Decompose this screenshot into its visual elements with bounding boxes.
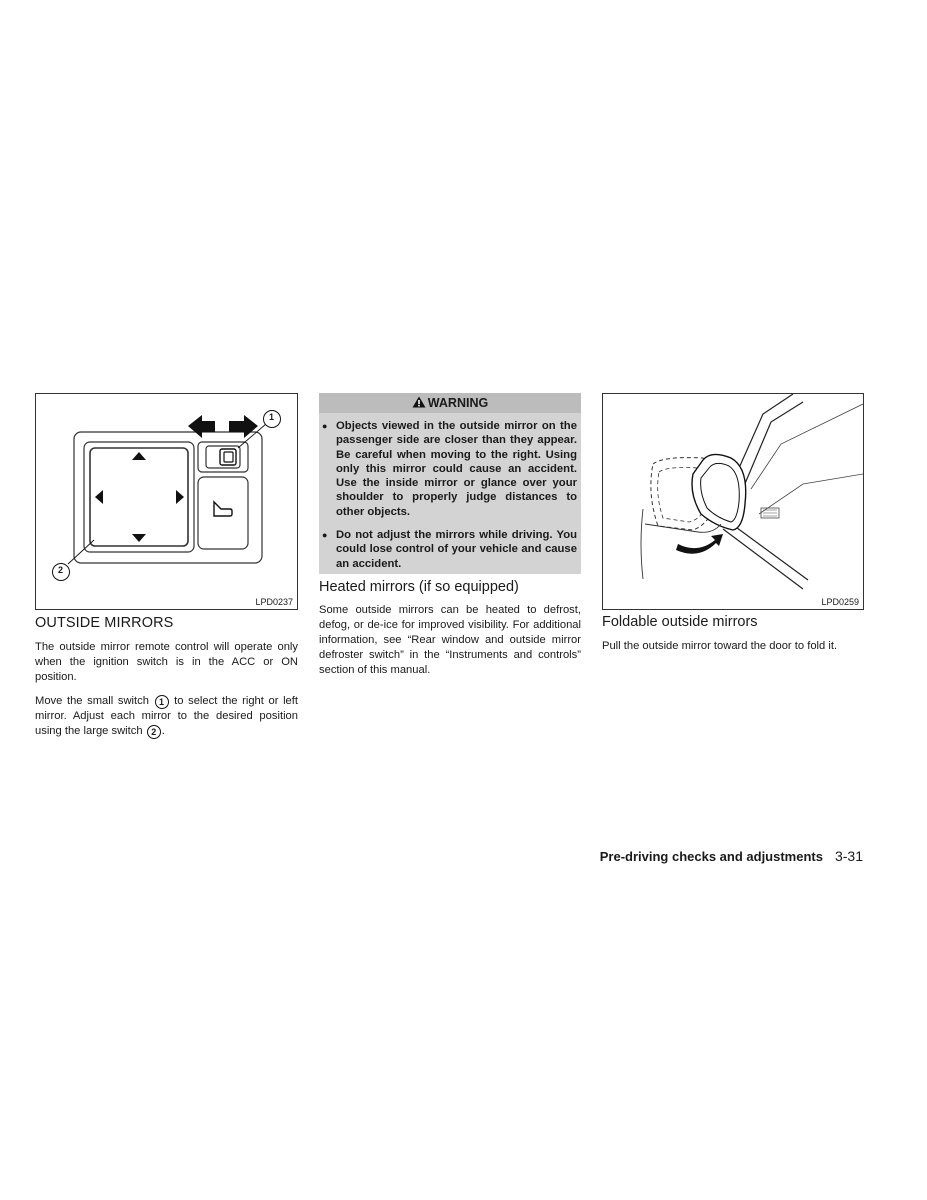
figure-code: LPD0259 (821, 597, 859, 607)
mirror-control-figure (35, 393, 298, 610)
page-number: 3-31 (834, 848, 863, 864)
heated-mirrors-heading: Heated mirrors (if so equipped) (319, 579, 519, 595)
callout-2-inline: 2 (147, 725, 161, 739)
foldable-mirrors-para: Pull the outside mirror toward the door to fold it. (602, 640, 838, 652)
callout-2-label: 2 (58, 565, 64, 575)
warning-list (319, 419, 581, 571)
foldable-mirror-illustration (603, 394, 863, 609)
outside-mirrors-heading: OUTSIDE MIRRORS (35, 615, 174, 631)
page-footer (600, 848, 863, 864)
arrow-up-icon (132, 452, 146, 460)
arrow-left-large-icon (188, 415, 215, 438)
callout-1-inline: 1 (155, 695, 169, 709)
arrow-down-icon (132, 534, 146, 542)
para2-text-c: . (161, 725, 165, 737)
figure-code: LPD0237 (255, 597, 293, 607)
warning-item: ● Objects viewed in the outside mirror on the passenger side are closer than they appear. Be careful when moving to the right. Using only this mirror could cause an accident. Use the inside mirror or glance over your shoulder to properly judge distances to other objects. (319, 419, 581, 519)
arrow-left-icon (95, 490, 103, 504)
callout-1-label: 1 (269, 412, 275, 422)
fold-arrow-icon (676, 534, 723, 554)
warning-box (319, 393, 581, 574)
warning-triangle-icon (412, 396, 426, 408)
footer-section-title: Pre-driving checks and adjustments (599, 849, 823, 864)
outside-mirrors-para-2 (35, 694, 298, 739)
foldable-mirror-figure (602, 393, 864, 610)
outside-mirrors-para-1: The outside mirror remote control will operate only when the ignition switch is in the ACC or ON position. (35, 641, 298, 683)
warning-title-text: WARNING (427, 396, 489, 410)
warning-title (319, 393, 581, 413)
foldable-mirrors-heading: Foldable outside mirrors (602, 614, 758, 630)
warning-item: ● Do not adjust the mirrors while driving. You could lose control of your vehicle and cause an accident. (319, 528, 581, 571)
heated-mirrors-para: Some outside mirrors can be heated to defrost, defog, or de-ice for improved visibility. For additional information, see “Rear window and outside mirror defroster switch” in the “Instruments and controls” section of this manual. (319, 604, 581, 676)
arrow-right-icon (176, 490, 184, 504)
para2-text-a: Move the small switch (35, 695, 154, 707)
mirror-switch-illustration (36, 394, 297, 609)
para2-text-b: to select the right or left mirror. Adjust each mirror to the desired position using the large switch (35, 695, 298, 737)
